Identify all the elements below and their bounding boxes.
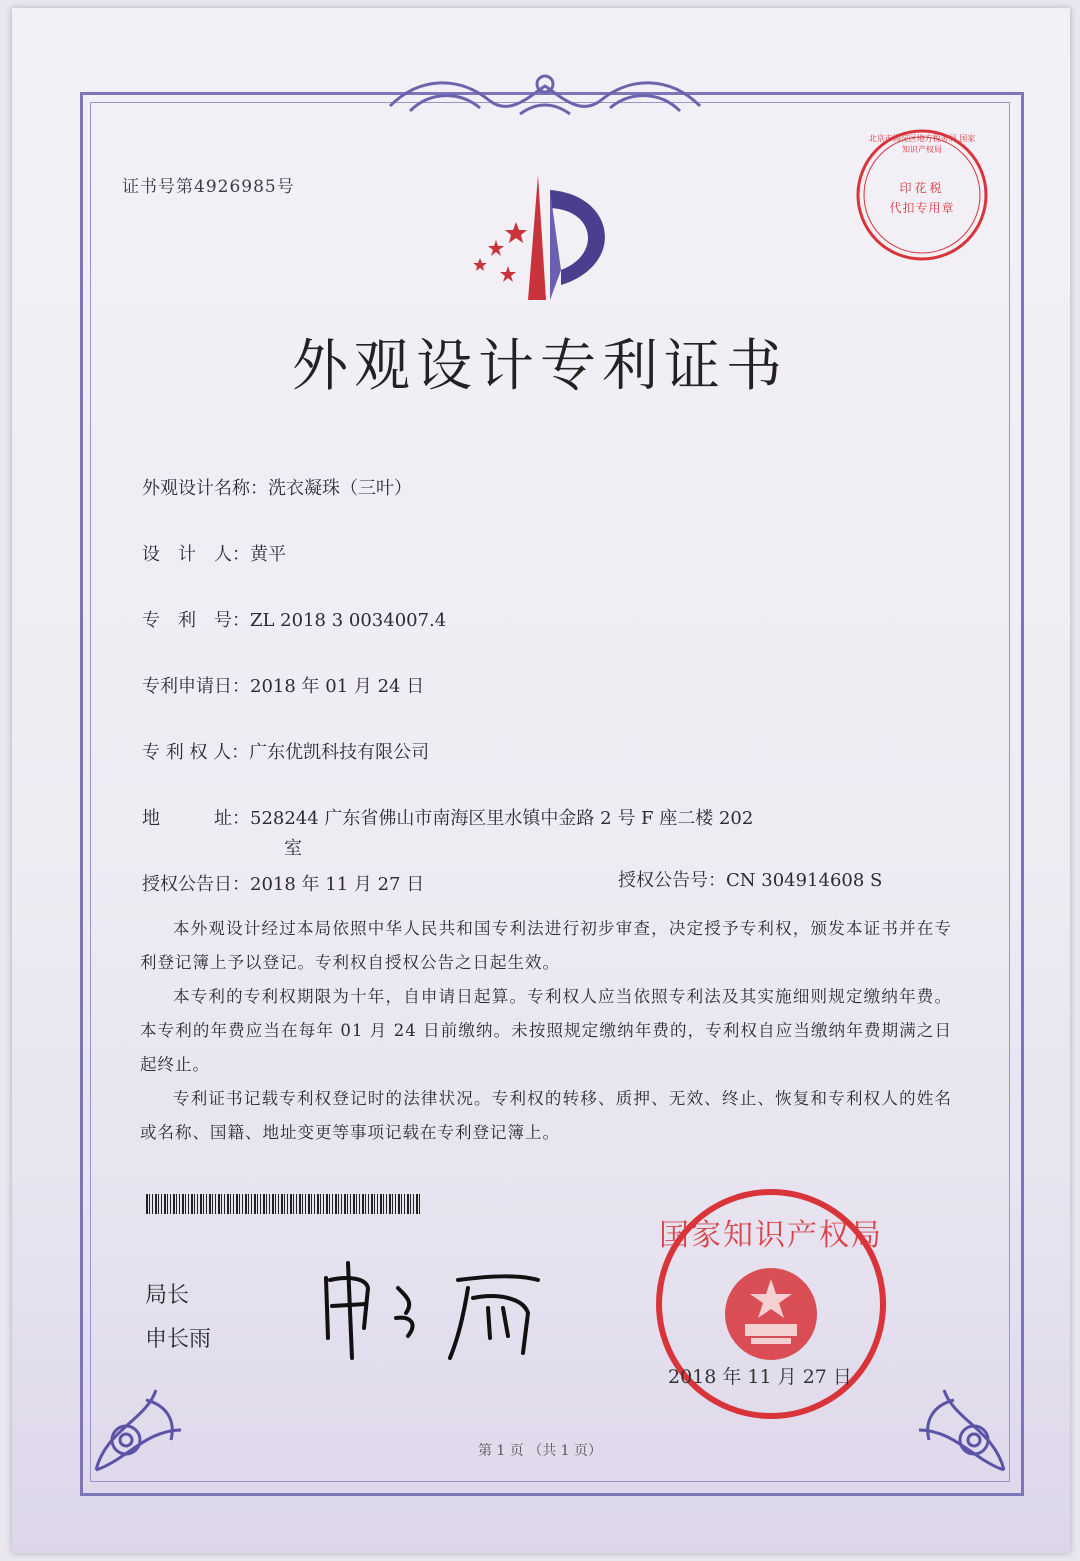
legal-paragraph-3: 专利证书记载专利权登记时的法律状况。专利权的转移、质押、无效、终止、恢复和专利权人的姓名或名称、国籍、地址变更等事项记载在专利登记簿上。 — [140, 1089, 952, 1142]
field-patent-number — [142, 606, 446, 632]
address-label: 地 址： — [142, 808, 250, 829]
grant-date-label: 授权公告日： — [142, 874, 250, 895]
designer-label: 设 计 人： — [142, 544, 250, 565]
page-indicator: 第 1 页 （共 1 页） — [477, 1443, 603, 1459]
grant-date-value: 2018 年 11 月 27 日 — [250, 874, 425, 895]
bottom-right-ornament-icon — [904, 1370, 1014, 1480]
legal-paragraph-2: 本专利的专利权期限为十年，自申请日起算。专利权人应当依照专利法及其实施细则规定缴纳年费。本专利的年费应当在每年 01 月 24 日前缴纳。未按照规定缴纳年费的，专利权自应当缴纳年费期满之日起终止。 — [140, 987, 952, 1074]
director-name: 申长雨 — [145, 1327, 212, 1352]
tax-stamp — [852, 125, 992, 265]
patentee-value: 广东优凯科技有限公司 — [249, 742, 430, 763]
handwritten-signature-icon — [318, 1258, 558, 1368]
seal-text: 国家知识产权局 — [659, 1218, 883, 1253]
tax-stamp-line2: 代扣专用章 — [889, 201, 955, 215]
tax-stamp-ring-text: 北京市海淀区地方税务局 国家知识产权局 — [868, 134, 976, 154]
director-title: 局长 — [145, 1283, 190, 1308]
design-name-value: 洗衣凝珠（三叶） — [268, 478, 412, 499]
field-grant-number — [618, 866, 882, 892]
tax-stamp-line1: 印花税 — [899, 181, 945, 195]
address-value-line2: 室 — [284, 838, 302, 859]
designer-value: 黄平 — [250, 544, 286, 565]
legal-paragraph-1: 本外观设计经过本局依照中华人民共和国专利法进行初步审查，决定授予专利权，颁发本证书并在专利登记簿上予以登记。专利权自授权公告之日起生效。 — [140, 919, 952, 972]
page-title: 外观设计专利证书 — [292, 334, 788, 399]
grant-number-label: 授权公告号： — [618, 870, 726, 891]
field-address — [142, 804, 753, 830]
design-name-label: 外观设计名称： — [142, 478, 268, 499]
filing-date-value: 2018 年 01 月 24 日 — [250, 676, 425, 697]
field-designer — [142, 540, 286, 566]
field-design-name — [142, 474, 412, 500]
certificate-number: 证书号第4926985号 — [122, 177, 295, 197]
patent-number-label: 专 利 号： — [142, 610, 250, 631]
filing-date-label: 专利申请日： — [142, 676, 250, 697]
grant-number-value: CN 304914608 S — [726, 870, 883, 891]
patent-number-value: ZL 2018 3 0034007.4 — [250, 610, 447, 631]
barcode — [146, 1194, 420, 1214]
field-grant-date — [142, 870, 424, 896]
patentee-label: 专 利 权 人： — [142, 742, 250, 763]
bottom-left-ornament-icon — [86, 1370, 196, 1480]
top-ornament-icon — [380, 66, 710, 126]
patent-office-logo-icon — [466, 170, 636, 310]
address-value-line1: 528244 广东省佛山市南海区里水镇中金路 2 号 F 座二楼 202 — [250, 808, 754, 829]
field-patentee — [142, 738, 429, 764]
seal-date: 2018 年 11 月 27 日 — [668, 1366, 852, 1388]
field-filing-date — [142, 672, 424, 698]
